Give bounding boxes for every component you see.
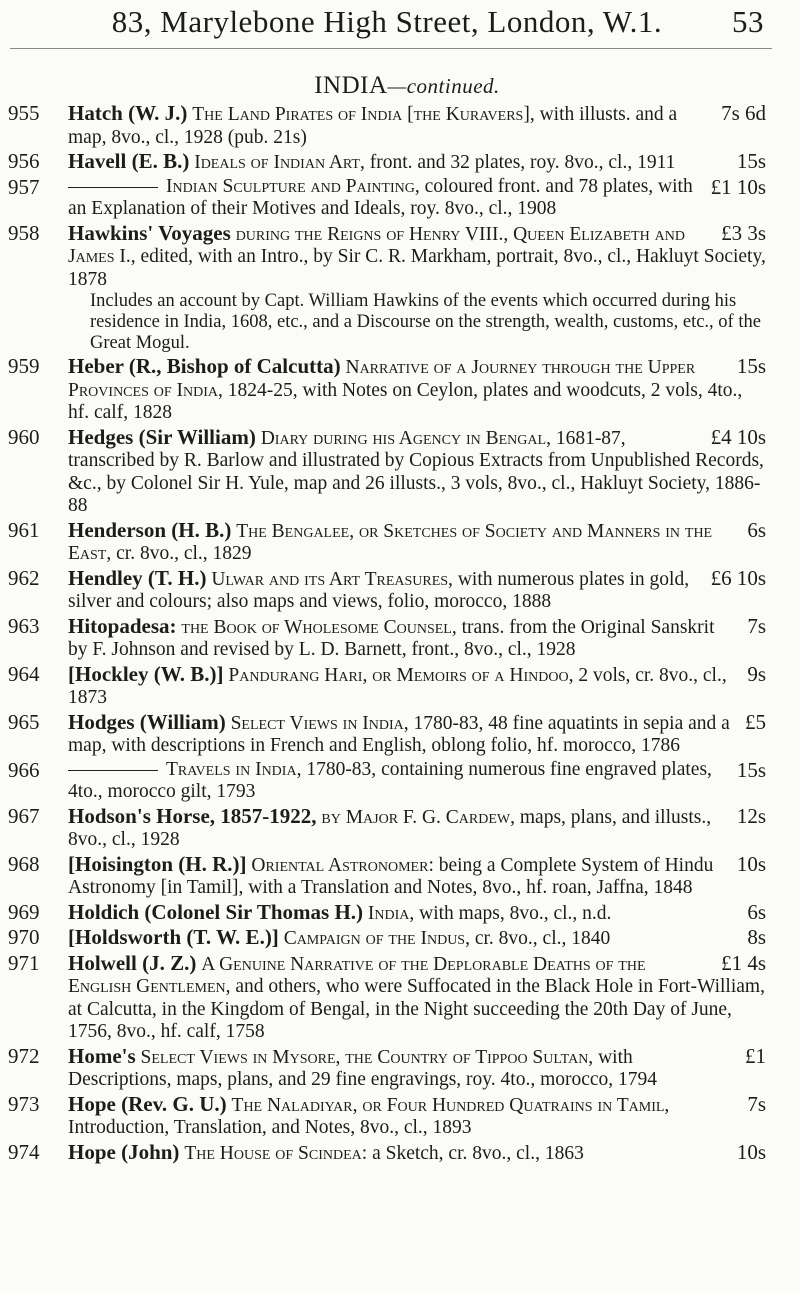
entry-details: being a Complete System of Hindu Astronomy [in Tamil], with a Translation and Notes, 8vo., hf. roan, Jaffna, 1848 [68,854,714,898]
entry-details: maps, plans, and illusts., 8vo., cl., 1928 [68,806,712,850]
entry-number: 964 [8,661,40,686]
entry-number: 956 [8,149,40,173]
entry-price: 12s [736,803,766,828]
catalogue-entry [8,150,766,175]
entry-author: Hodson's Horse, 1857-1922, [68,803,317,828]
entry-details: and others, who were Suffocated in the Black Hole in Fort-William, at Calcutta, in the Kingdom of Bengal, in the Night succeeding the 20th Day of June, 1756, 8vo., hf. calf, 1758 [68,976,765,1042]
entry-author: Hitopadesa: [68,613,177,638]
entry-details: with illusts. and a map, 8vo., cl., 1928 (pub. 21s) [68,104,678,148]
entry-author: Heber (R., Bishop of Calcutta) [68,354,341,378]
entry-title: by Major F. G. Cardew, [321,806,516,828]
entry-author: Holdich (Colonel Sir Thomas H.) [68,899,364,924]
entry-number: 969 [8,899,40,924]
entry-author: Home's [68,1043,136,1068]
catalogue-entry [8,615,766,662]
entry-details: a Sketch, cr. 8vo., cl., 1863 [372,1142,584,1164]
entry-title: Ideals of Indian Art, [194,152,365,173]
entry-price: £6 10s [710,565,766,590]
entry-number: 962 [8,565,40,590]
entry-number: 973 [8,1091,40,1116]
catalogue-entry [8,805,766,852]
entry-price: £1 [745,1043,766,1068]
entry-note: Includes an account by Capt. William Hawkins of the events which occurred during his residence in India, 1608, etc., and a Discourse on the strength, wealth, customs, etc., of the Great Mogul. [90,291,761,353]
entry-details: transcribed by R. Barlow and illustrated by Copious Extracts from Unpublished Records, &c., by Colonel Sir H. Yule, map and 26 illusts., 3 vols, 8vo., cl., Hakluyt Society, 1886-88 [68,450,764,516]
entry-number: 972 [8,1043,40,1068]
catalogue-entry [8,1141,766,1166]
entry-title: The Land Pirates of India [the Kuravers], [192,104,535,125]
catalogue-entry [8,426,766,518]
entry-number: 965 [8,709,40,734]
entry-author: Hodges (William) [68,709,226,734]
entry-title: Indian Sculpture and Painting, [166,175,420,197]
entry-author: Hendley (T. H.) [68,565,207,590]
entry-price: 9s [747,661,766,686]
entry-price: 7s [747,613,766,638]
entry-list [8,102,766,1165]
entry-details: with maps, 8vo., cl., n.d. [419,902,612,924]
catalogue-entry [8,1045,766,1092]
catalogue-entry [8,1093,766,1140]
entry-title: The Bengalee, or Sketches of Society and Manners in the East, [68,520,713,564]
running-head [8,0,766,50]
entry-title: the Book of Wholesome Counsel, [181,616,457,638]
entry-number: 958 [8,220,40,245]
entry-author: [Hockley (W. B.)] [68,661,224,686]
entry-details: cr. 8vo., cl., 1840 [474,928,611,949]
entry-price: 15s [736,757,766,782]
catalogue-entry [8,663,766,710]
entry-price: 7s 6d [721,101,766,125]
entry-number: 966 [8,757,40,782]
entry-details: front. and 32 plates, roy. 8vo., cl., 1911 [369,152,676,173]
entry-author: Hope (Rev. G. U.) [68,1091,227,1116]
entry-price: £5 [745,709,766,734]
entry-number: 961 [8,517,40,542]
catalogue-entry [8,102,766,149]
ditto-dash [68,770,158,771]
entry-number: 968 [8,851,40,876]
entry-price: £4 10s [710,424,766,449]
entry-number: 959 [8,354,40,378]
entry-details: trans. from the Original Sanskrit by F. Johnson and revised by L. D. Barnett, front., 8vo., cl., 1928 [68,616,715,660]
entry-number: 963 [8,613,40,638]
entry-author: Hatch (W. J.) [68,101,188,125]
catalogue-entry [8,355,766,425]
header-rule [10,48,772,49]
entry-number: 971 [8,950,40,975]
catalogue-entry [8,853,766,900]
entry-price: £3 3s [721,220,766,245]
entry-title: during the Reigns of Henry VIII., Queen Elizabeth and James I., [68,223,685,267]
catalogue-entry [8,759,766,804]
entry-number: 960 [8,424,40,449]
entry-title: India, [367,902,415,924]
page-number: 53 [732,4,764,39]
catalogue-entry [8,222,766,355]
entry-author: Henderson (H. B.) [68,517,232,542]
entry-title: Campaign of the Indus, [283,928,470,949]
entry-details: edited, with an Intro., by Sir C. R. Markham, portrait, 8vo., cl., Hakluyt Society, 1878 [68,246,766,290]
entry-title: A Genuine Narrative of the Deplorable Deaths of the English Gentlemen, [68,953,646,997]
entry-details: coloured front. and 78 plates, with an Explanation of their Motives and Ideals, roy. 8vo., cl., 1908 [68,175,693,219]
entry-title: Diary during his Agency in Bengal, 1681-87, [260,427,626,449]
catalogue-entry [8,926,766,951]
catalogue-entry [8,176,766,221]
entry-details: with Notes on Ceylon, plates and woodcuts, 2 vols, 4to., hf. calf, 1828 [68,379,743,423]
catalogue-entry [8,519,766,566]
entry-author: [Hoisington (H. R.)] [68,851,247,876]
entry-number: 957 [8,174,40,199]
entry-details: 48 fine aquatints in sepia and a map, with descriptions in French and English, oblong folio, hf. morocco, 1786 [68,712,730,756]
entry-number: 955 [8,101,40,125]
catalogue-entry [8,952,766,1044]
entry-details: with numerous plates in gold, silver and colours; also maps and views, folio, morocco, 1888 [68,568,690,612]
entry-price: 7s [747,1091,766,1116]
catalogue-entry [8,567,766,614]
entry-price: 10s [736,1139,766,1164]
section-title: INDIA [314,72,388,99]
entry-author: [Holdsworth (T. W. E.)] [68,925,279,949]
entry-author: Hope (John) [68,1139,180,1164]
entry-title: Select Views in India, 1780-83, [230,712,484,734]
entry-title: Travels in India, 1780-83, [166,758,377,780]
ditto-dash [68,187,158,188]
section-heading [48,72,766,100]
entry-price: 15s [736,354,766,378]
catalogue-entry [8,711,766,758]
entry-author: Holwell (J. Z.) [68,950,197,975]
entry-number: 970 [8,925,40,949]
header-address: 83, Marylebone High Street, London, W.1. [111,4,663,39]
entry-title: The House of Scindea: [184,1142,368,1164]
entry-number: 967 [8,803,40,828]
entry-title: Narrative of a Journey through the Upper Provinces of India, 1824-25, [68,357,696,401]
entry-title: The Naladiyar, or Four Hundred Quatrains in Tamil, [231,1094,670,1116]
entry-price: 6s [747,517,766,542]
section-subtitle: —continued. [387,74,500,98]
entry-author: Hedges (Sir William) [68,424,256,449]
entry-title: Pandurang Hari, or Memoirs of a Hindoo, [228,664,574,686]
entry-price: 15s [736,149,766,173]
entry-details: cr. 8vo., cl., 1829 [116,543,252,564]
entry-title: Ulwar and its Art Treasures, [211,568,453,590]
entry-title: Select Views in Mysore, the Country of Tippoo Sultan, [140,1046,594,1068]
entry-details: 2 vols, cr. 8vo., cl., 1873 [68,664,727,708]
entry-details: with Descriptions, maps, plans, and 29 fine engravings, roy. 4to., morocco, 1794 [68,1046,658,1090]
entry-price: £1 10s [710,174,766,199]
entry-price: 8s [747,925,766,949]
entry-number: 974 [8,1139,40,1164]
entry-details: containing numerous fine engraved plates, 4to., morocco gilt, 1793 [68,758,712,802]
entry-price: £1 4s [721,950,766,975]
entry-details: Introduction, Translation, and Notes, 8vo., cl., 1893 [68,1117,472,1138]
entry-price: 10s [736,851,766,876]
entry-title: Oriental Astronomer: [251,854,434,876]
entry-price: 6s [747,899,766,924]
catalogue-entry [8,901,766,926]
entry-author: Hawkins' Voyages [68,220,231,245]
entry-author: Havell (E. B.) [68,149,190,173]
